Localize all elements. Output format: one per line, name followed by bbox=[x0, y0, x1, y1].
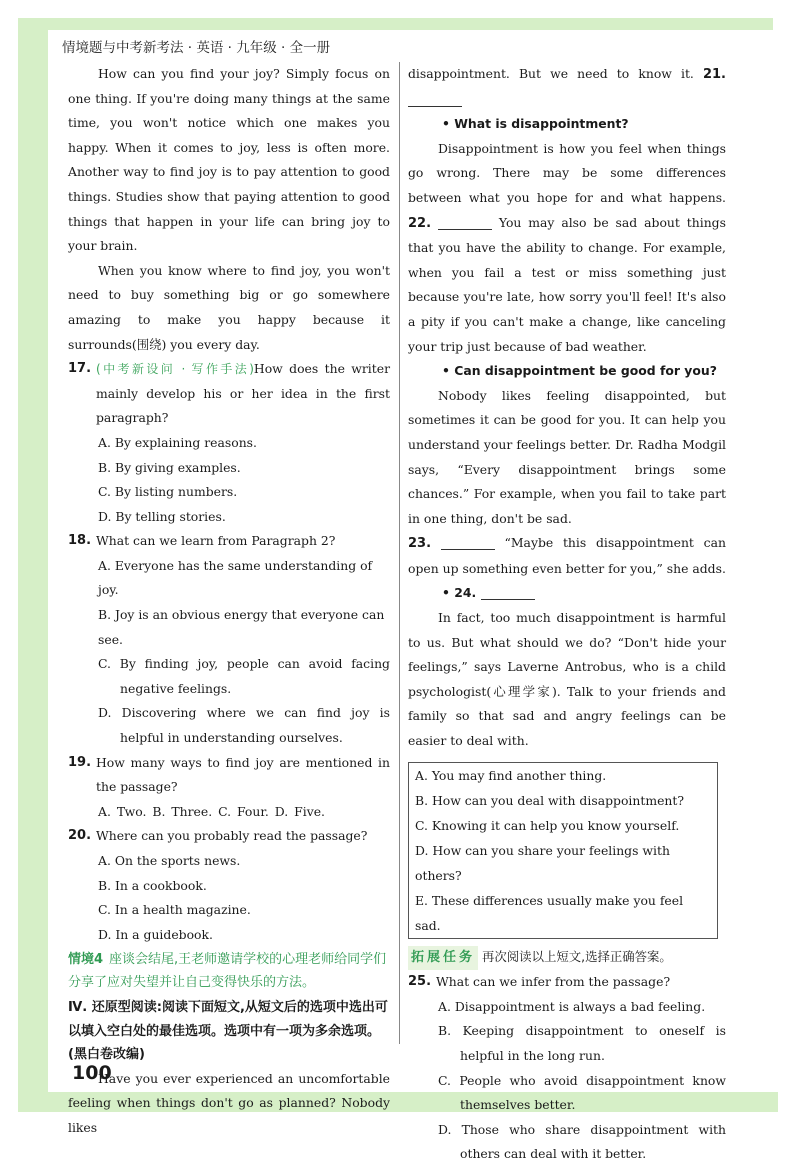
box-option: A. You may find another thing. bbox=[415, 767, 607, 783]
option: C. People who avoid disappointment know themselves better. bbox=[438, 1072, 726, 1113]
option: A. On the sports news. bbox=[98, 853, 241, 868]
option: A. Everyone has the same understanding of joy. bbox=[98, 557, 373, 598]
passage-paragraph: Nobody likes feeling disappointed, but sometimes it can be good for you. It can help you understand your feelings better. Dr. Radha Modgil says, “Every disappointment brings some chances.” For example, when you fail to take part in one thing, don't be sad. bbox=[408, 387, 726, 526]
question-number: 25. bbox=[408, 974, 432, 990]
question-25 bbox=[408, 970, 726, 995]
box-option: B. How can you deal with disappointment? bbox=[415, 792, 685, 808]
answer-blank[interactable] bbox=[481, 585, 535, 600]
question-stem: How does the writer mainly develop his or her idea in the first paragraph? bbox=[96, 361, 390, 426]
question-17 bbox=[68, 357, 390, 431]
box-option: C. Knowing it can help you know yourself. bbox=[415, 817, 680, 833]
question-20 bbox=[68, 824, 390, 849]
question-18 bbox=[68, 529, 390, 554]
question-stem: Where can you probably read the passage? bbox=[96, 828, 368, 844]
blank-number: 23. bbox=[408, 536, 432, 552]
question-19 bbox=[68, 751, 390, 800]
option: D. Those who share disappointment with others can deal with it better. bbox=[438, 1121, 726, 1162]
answer-blank[interactable] bbox=[441, 535, 495, 550]
passage-paragraph: In fact, too much disappointment is harmful to us. But what should we do? “Don't hide your feelings,” says Laverne Antrobus, who is a child psychologist(心理学家). Talk to your friends and family so that sad and angry feelings can be easier to deal with. bbox=[408, 610, 726, 749]
passage-paragraph-1: How can you find your joy? Simply focus on one thing. If you're doing many things at the same time, you won't notice which one makes you happy. When it comes to joy, less is often more. Another way to find joy is to pay attention to good things. Studies show that paying attention to good things that happen in your life can bring joy to your brain. bbox=[68, 66, 390, 254]
option: B. Keeping disappointment to oneself is helpful in the long run. bbox=[438, 1023, 726, 1063]
question-tag: (中考新设问 · 写作手法) bbox=[96, 362, 254, 377]
option: B. In a cookbook. bbox=[98, 877, 207, 893]
task-label: 拓展任务 bbox=[408, 946, 478, 971]
question-stem: How many ways to find joy are mentioned in the passage? bbox=[96, 754, 390, 795]
running-header: 情境题与中考新考法 · 英语 · 九年级 · 全一册 bbox=[62, 40, 331, 56]
option: B. By giving examples. bbox=[98, 459, 241, 475]
scenario-note bbox=[68, 949, 390, 994]
box-option: D. How can you share your feelings with others? bbox=[415, 842, 670, 883]
passage-line: 23. “Maybe this disappointment can open up something even better for you,” she adds. bbox=[408, 535, 726, 576]
left-column bbox=[68, 62, 390, 1141]
column-divider bbox=[399, 62, 400, 1044]
option: C. By finding joy, people can avoid facing negative feelings. bbox=[98, 656, 390, 696]
question-stem: What can we infer from the passage? bbox=[436, 974, 671, 990]
option: D. By telling stories. bbox=[98, 508, 226, 524]
extension-task bbox=[408, 945, 726, 971]
right-column bbox=[408, 62, 726, 1167]
option: D. Discovering where we can find joy is helpful in understanding ourselves. bbox=[98, 705, 390, 746]
passage-intro: Have you ever experienced an uncomfortable feeling when things don't go as planned? Nobody likes bbox=[68, 1070, 390, 1136]
question-number: 20. bbox=[68, 828, 92, 844]
page-number: 100 bbox=[72, 1062, 112, 1084]
subheading: • What is disappointment? bbox=[442, 116, 629, 132]
answer-blank[interactable] bbox=[438, 215, 492, 230]
option: C. By listing numbers. bbox=[98, 484, 238, 500]
subheading: • Can disappointment be good for you? bbox=[442, 363, 717, 379]
passage-paragraph-2: When you know where to find joy, you won't need to buy something big or go somewhere amazing to make you happy because it surrounds(围绕) you every day. bbox=[68, 262, 390, 352]
option: D. In a guidebook. bbox=[98, 926, 213, 942]
left-decorative-band bbox=[18, 18, 48, 1110]
passage-paragraph: Disappointment is how you feel when things go wrong. There may be some differences between what you hope for and what happens. 22. You may also be sad about things that you have the ability to change. For example, when you fail a test or miss something just because you're late, how sorry you'll feel! It's also a pity if you can't make a change, like canceling your trip just because of bad weather. bbox=[408, 140, 726, 354]
question-number: 17. bbox=[68, 361, 92, 377]
option: B. Joy is an obvious energy that everyone can see. bbox=[98, 607, 385, 647]
question-stem: What can we learn from Paragraph 2? bbox=[96, 533, 336, 549]
blank-number: 21. bbox=[702, 67, 726, 82]
question-number: 18. bbox=[68, 533, 92, 549]
option: A. Disappointment is always a bad feeling. bbox=[438, 998, 706, 1014]
subheading-blank: • 24. bbox=[408, 581, 726, 606]
option: C. In a health magazine. bbox=[98, 902, 251, 918]
blank-number: 22. bbox=[408, 215, 432, 231]
option-row: A. Two. B. Three. C. Four. D. Five. bbox=[98, 803, 325, 819]
scenario-text: 座谈会结尾,王老师邀请学校的心理老师给同学们分享了应对失望并让自己变得快乐的方法。 bbox=[68, 952, 387, 990]
question-number: 19. bbox=[68, 754, 92, 770]
scenario-label: 情境4 bbox=[68, 952, 104, 968]
task-text: 再次阅读以上短文,选择正确答案。 bbox=[482, 948, 672, 964]
box-option: E. These differences usually make you feel sad. bbox=[415, 892, 684, 933]
section-heading: Ⅳ. 还原型阅读:阅读下面短文,从短文后的选项中选出可以填入空白处的最佳选项。选项中有一项为多余选项。(黑白卷改编) bbox=[68, 1000, 388, 1063]
option: A. By explaining reasons. bbox=[98, 434, 257, 450]
answer-blank[interactable] bbox=[408, 92, 462, 107]
options-box bbox=[408, 762, 718, 939]
passage-line: disappointment. But we need to know it. 21. bbox=[408, 62, 726, 112]
